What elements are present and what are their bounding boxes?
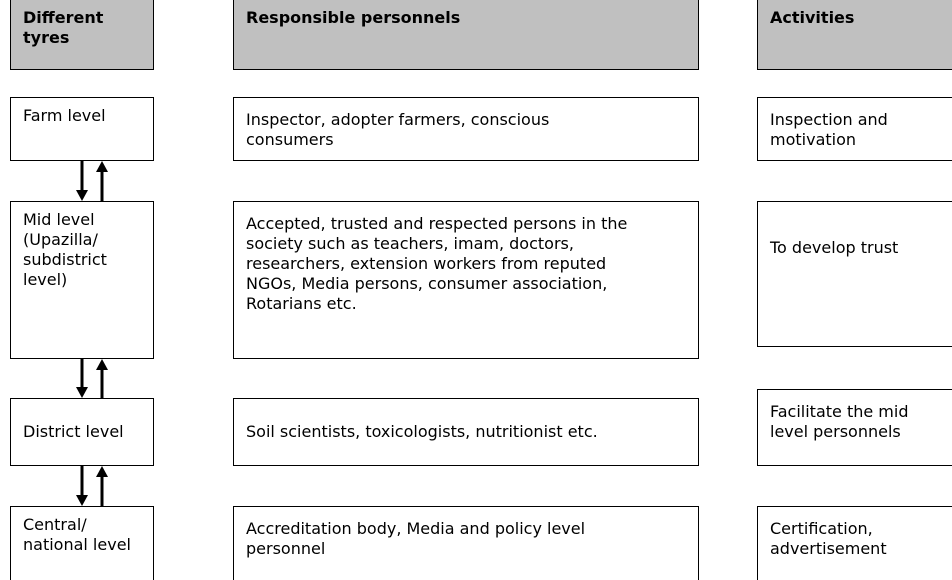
bidirectional-arrow-farm-mid bbox=[72, 161, 112, 201]
personnel-box-farm bbox=[233, 97, 699, 161]
bidirectional-arrow-district-central bbox=[72, 466, 112, 506]
activity-box-farm bbox=[757, 97, 952, 161]
bidirectional-arrow-mid-district bbox=[72, 359, 112, 398]
personnel-text-farm: Inspector, adopter farmers, conscious consumers bbox=[246, 110, 550, 149]
activity-box-district bbox=[757, 389, 952, 466]
level-label-district: District level bbox=[23, 422, 124, 441]
activity-text-mid: To develop trust bbox=[770, 238, 899, 257]
header-responsible-personnels-text: Responsible personnels bbox=[246, 8, 461, 27]
header-different-tyres bbox=[10, 0, 154, 70]
personnel-text-central: Accreditation body, Media and policy level personnel bbox=[246, 519, 586, 558]
activity-text-central: Certification, advertisement bbox=[770, 519, 887, 558]
activity-box-mid bbox=[757, 201, 952, 347]
level-label-farm: Farm level bbox=[23, 106, 106, 125]
level-label-mid: Mid level (Upazilla/ subdistrict level) bbox=[23, 210, 107, 289]
personnel-box-central bbox=[233, 506, 699, 580]
activity-text-district: Facilitate the mid level personnels bbox=[770, 402, 909, 441]
header-activities-text: Activities bbox=[770, 8, 855, 27]
level-label-central: Central/ national level bbox=[23, 515, 131, 554]
activity-text-farm: Inspection and motivation bbox=[770, 110, 888, 149]
personnel-text-mid: Accepted, trusted and respected persons in the society such as teachers, imam, doctors, researchers, extension workers from reputed NGOs, Media persons, consumer association, Rotarians etc. bbox=[246, 214, 628, 313]
arrow-up-head bbox=[96, 359, 108, 370]
level-box-central bbox=[10, 506, 154, 580]
level-box-district bbox=[10, 398, 154, 466]
arrow-down-head bbox=[76, 495, 88, 506]
header-activities bbox=[757, 0, 952, 70]
level-box-mid bbox=[10, 201, 154, 359]
arrow-down-head bbox=[76, 387, 88, 398]
arrow-up-head bbox=[96, 161, 108, 172]
header-different-tyres-text: Different tyres bbox=[23, 8, 104, 47]
personnel-text-district: Soil scientists, toxicologists, nutritionist etc. bbox=[246, 422, 598, 441]
activity-box-central bbox=[757, 506, 952, 580]
level-box-farm bbox=[10, 97, 154, 161]
personnel-box-district bbox=[233, 398, 699, 466]
header-responsible-personnels bbox=[233, 0, 699, 70]
arrow-up-head bbox=[96, 466, 108, 477]
arrow-down-head bbox=[76, 190, 88, 201]
personnel-box-mid bbox=[233, 201, 699, 359]
